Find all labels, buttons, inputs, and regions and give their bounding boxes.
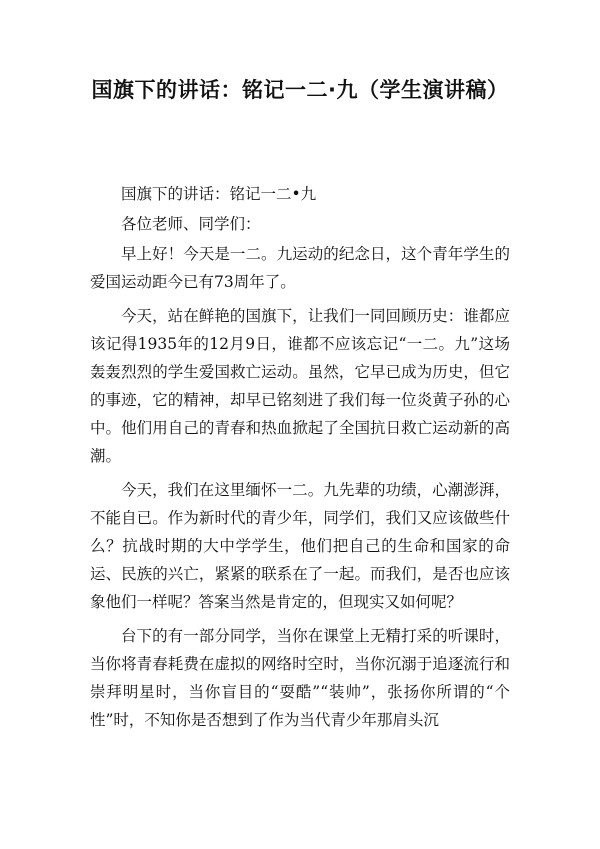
paragraph-reflection: 今天，我们在这里缅怀一二。九先辈的功绩，心潮澎湃，不能自已。作为新时代的青少年，同学们，我们又应该做些什么？抗战时期的大中学学生，他们把自己的生命和国家的命运、民族的兴亡，紧紧的联系在了一起。而我们，是否也应该象他们一样呢？答案当然是肯定的，但现实又如何呢？ — [90, 481, 510, 611]
paragraph-history: 今天，站在鲜艳的国旗下，让我们一同回顾历史：谁都应该记得1935年的12月9日，谁都不应该忘记“一二。九”这场轰轰烈烈的学生爱国救亡运动。虽然，它早已成为历史，但它的事迹，它的精神，却早已铭刻进了我们每一位炎黄子孙的心中。他们用自己的青春和热血掀起了全国抗日救亡运动新的高潮。 — [90, 307, 510, 465]
salutation: 各位老师、同学们： — [121, 215, 261, 233]
paragraph-reality: 台下的有一部分同学，当你在课堂上无精打采的听课时，当你将青春耗费在虚拟的网络时空时，当你沉溺于追逐流行和崇拜明星时，当你盲目的“耍酷”“装帅”，张扬你所谓的“个性”时，不知你是否想到了作为当代青少年那肩头沉 — [90, 627, 510, 729]
paragraph-greeting: 早上好！今天是一二。九运动的纪念日，这个青年学生的爱国运动距今已有73周年了。 — [90, 245, 510, 291]
speech-heading: 国旗下的讲话：铭记一二•九 — [121, 185, 317, 203]
document-body — [90, 180, 510, 740]
document-title: 国旗下的讲话：铭记一二·九（学生演讲稿） — [91, 78, 509, 102]
